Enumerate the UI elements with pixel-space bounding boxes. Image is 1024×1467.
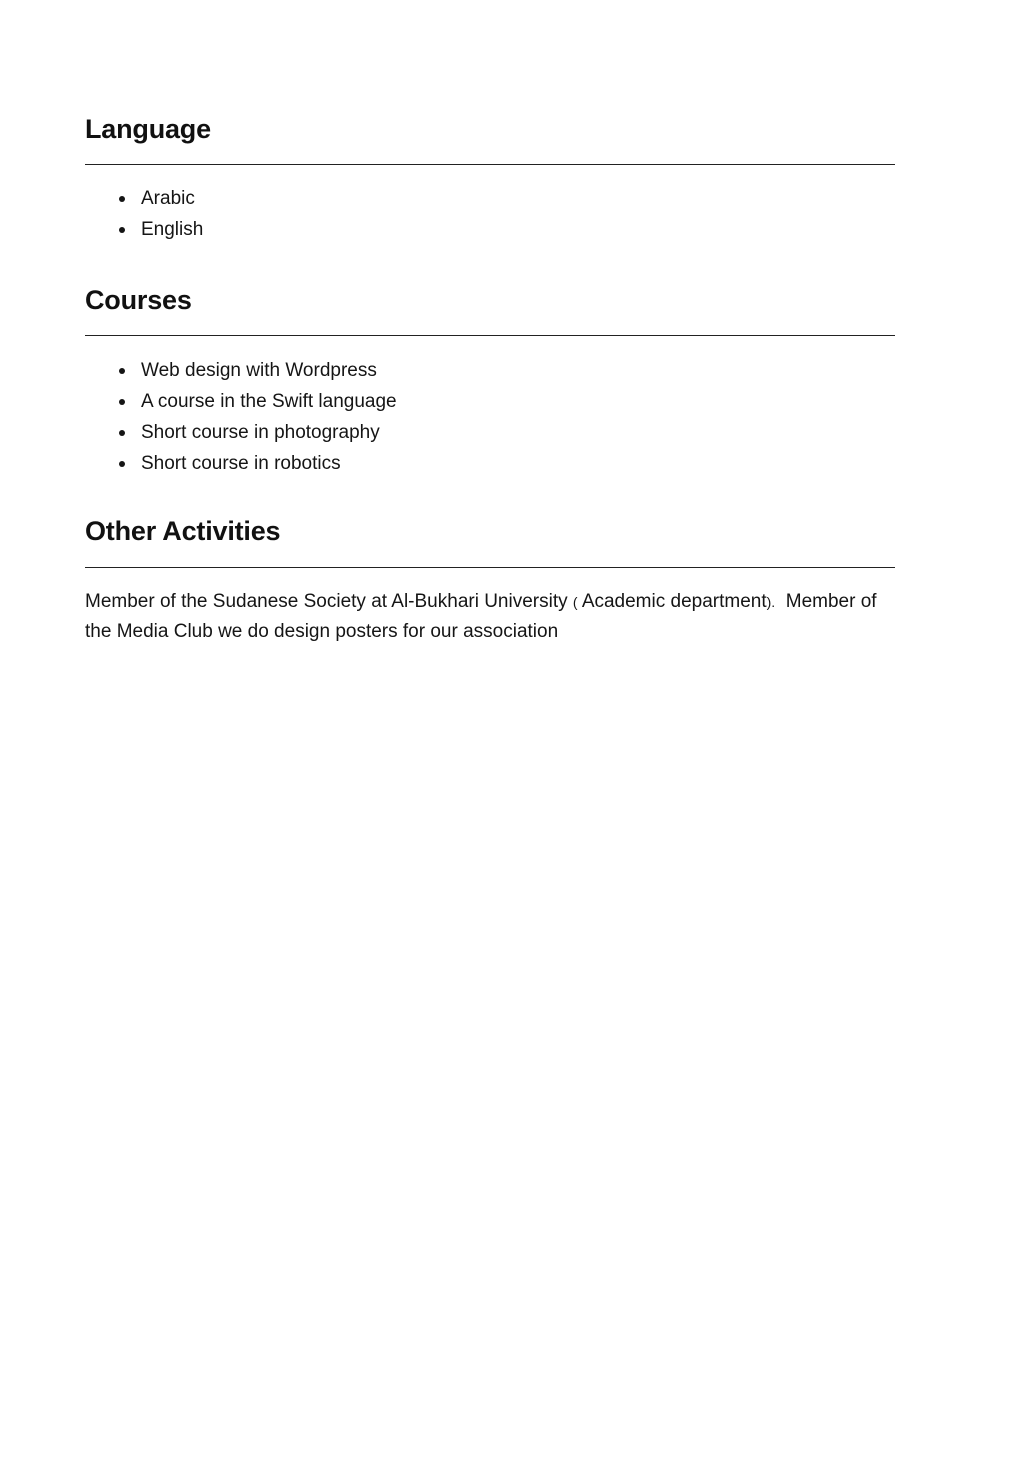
- activity-text-part1: Member of the Sudanese Society at Al-Bukhari University: [85, 591, 568, 612]
- list-item: [85, 448, 397, 479]
- bullet-icon: [119, 399, 125, 405]
- bullet-icon: [119, 430, 125, 436]
- list-item: [85, 355, 397, 386]
- bullet-icon: [119, 196, 125, 202]
- language-heading: Language: [85, 114, 211, 144]
- courses-list: [85, 355, 397, 479]
- course-item-label: Web design with Wordpress: [141, 360, 377, 381]
- activity-text-part2: Academic department: [581, 591, 767, 612]
- course-item-label: Short course in robotics: [141, 453, 341, 474]
- language-section: [85, 112, 211, 146]
- bullet-icon: [119, 368, 125, 374]
- other-activities-heading: Other Activities: [85, 516, 281, 546]
- paren-open: (: [572, 594, 578, 610]
- other-activities-paragraph: [85, 587, 895, 647]
- list-item: [85, 417, 397, 448]
- courses-divider: [85, 335, 895, 336]
- course-item-label: Short course in photography: [141, 422, 380, 443]
- language-list: [85, 183, 203, 245]
- language-item-label: Arabic: [141, 188, 195, 209]
- list-item: [85, 183, 203, 214]
- courses-heading: Courses: [85, 285, 192, 315]
- course-item-label: A course in the Swift language: [141, 391, 397, 412]
- paren-close: ).: [766, 594, 776, 610]
- language-divider: [85, 164, 895, 165]
- list-item: [85, 214, 203, 245]
- language-item-label: English: [141, 219, 204, 240]
- bullet-icon: [119, 227, 125, 233]
- other-activities-section: [85, 514, 280, 548]
- list-item: [85, 386, 397, 417]
- bullet-icon: [119, 461, 125, 467]
- activity-text-part3: Member of the Media Club we do design posters for our association: [85, 591, 877, 642]
- other-activities-divider: [85, 567, 895, 568]
- courses-section: [85, 283, 192, 317]
